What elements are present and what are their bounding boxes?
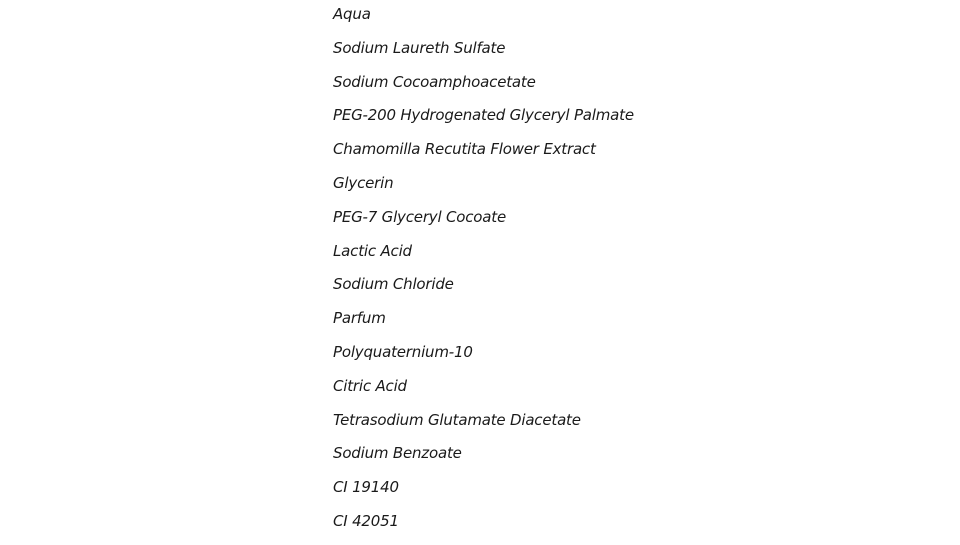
ingredient-item: Parfum <box>333 309 386 328</box>
ingredient-item: CI 42051 <box>333 511 399 530</box>
ingredient-item: Lactic Acid <box>333 241 412 260</box>
ingredient-item: Sodium Chloride <box>333 275 454 294</box>
ingredient-item: Citric Acid <box>333 376 407 395</box>
ingredient-list <box>333 4 634 545</box>
ingredient-item: PEG-7 Glyceryl Cocoate <box>333 207 506 226</box>
ingredient-item: CI 19140 <box>333 478 399 497</box>
ingredient-item: Chamomilla Recutita Flower Extract <box>333 140 596 159</box>
ingredient-item: Polyquaternium-10 <box>333 342 473 361</box>
ingredient-item: Sodium Benzoate <box>333 444 462 463</box>
ingredient-item: PEG-200 Hydrogenated Glyceryl Palmate <box>333 106 634 125</box>
ingredient-item: Sodium Laureth Sulfate <box>333 38 506 57</box>
ingredient-item: Tetrasodium Glutamate Diacetate <box>333 410 581 429</box>
ingredient-item: Sodium Cocoamphoacetate <box>333 72 536 91</box>
ingredient-item: Aqua <box>333 5 371 23</box>
ingredient-item: Glycerin <box>333 173 394 192</box>
